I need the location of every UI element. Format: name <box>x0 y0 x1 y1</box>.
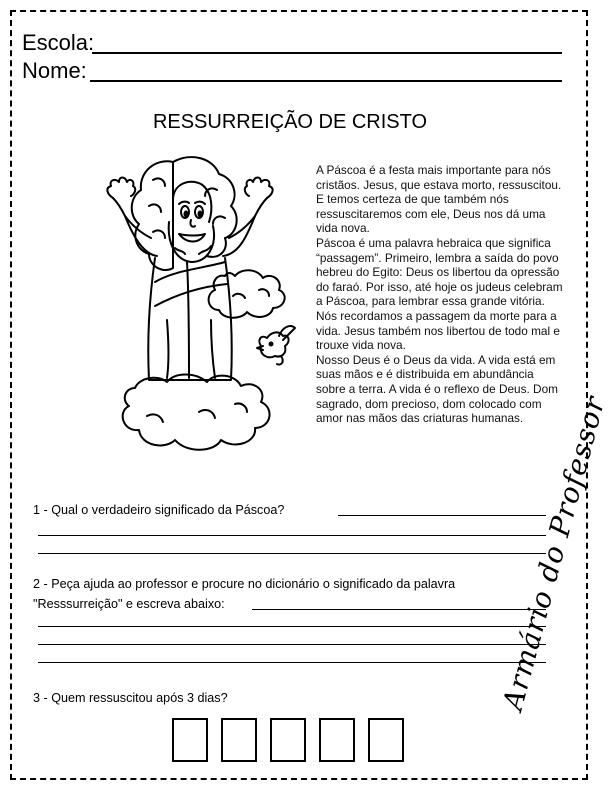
question-2: 2 - Peça ajuda ao professor e procure no dicionário o significado da palavra <box>33 577 456 591</box>
passage-paragraph: A Páscoa é a festa mais importante para nós cristãos. Jesus, que estava morto, ressuscitou. E temos certeza de que também nós ressuscitaremos com ele, Deus nos dá uma vida nova. <box>316 163 562 236</box>
answer-line[interactable] <box>38 626 546 627</box>
letter-box[interactable] <box>319 718 355 762</box>
passage-paragraph: Nós recordamos a passagem da morte para a vida. Jesus também nos libertou de todo mal e trouxe vida nova. <box>316 308 560 353</box>
name-label: Nome: <box>22 58 87 83</box>
answer-line[interactable] <box>38 553 546 554</box>
answer-line[interactable] <box>38 662 546 663</box>
letter-box[interactable] <box>221 718 257 762</box>
letter-box[interactable] <box>172 718 208 762</box>
passage-paragraph: Nosso Deus é o Deus da vida. A vida está em suas mãos e é distribuida em abundância sobre a terra. A vida é o reflexo de Deus. Dom sagrado, dom precioso, dom colocado com amor nas mãos das criaturas humanas. <box>316 352 558 426</box>
question-1: 1 - Qual o verdadeiro significado da Páscoa? <box>33 503 285 517</box>
answer-line[interactable] <box>38 535 546 536</box>
school-field[interactable] <box>22 30 94 56</box>
answer-line[interactable] <box>338 515 546 516</box>
page-title: RESSURREIÇÃO DE CRISTO <box>152 111 428 133</box>
question-2-continuation: "Resssurreição" e escreva abaixo: <box>33 597 225 611</box>
name-blank-line <box>90 80 562 82</box>
passage-paragraph: Páscoa é uma palavra hebraica que significa “passagem”. Primeiro, lembra a saída do povo hebreu do Egito: Deus os libertou da opressão do faraó. Por isso, até hoje os judeus celebram a Páscoa, para lembrar essa grande vitória. <box>316 235 563 309</box>
school-blank-line <box>92 52 562 54</box>
school-label: Escola: <box>22 30 95 55</box>
question-3: 3 - Quem ressuscitou após 3 dias? <box>33 691 228 705</box>
reading-passage <box>316 163 566 426</box>
answer-line[interactable] <box>38 644 546 645</box>
letter-box[interactable] <box>368 718 404 762</box>
name-field[interactable] <box>22 58 87 84</box>
answer-line[interactable] <box>252 609 546 610</box>
letter-box[interactable] <box>270 718 306 762</box>
risen-jesus-illustration <box>95 150 325 470</box>
watermark-logo: Armário do Professor <box>496 392 612 714</box>
